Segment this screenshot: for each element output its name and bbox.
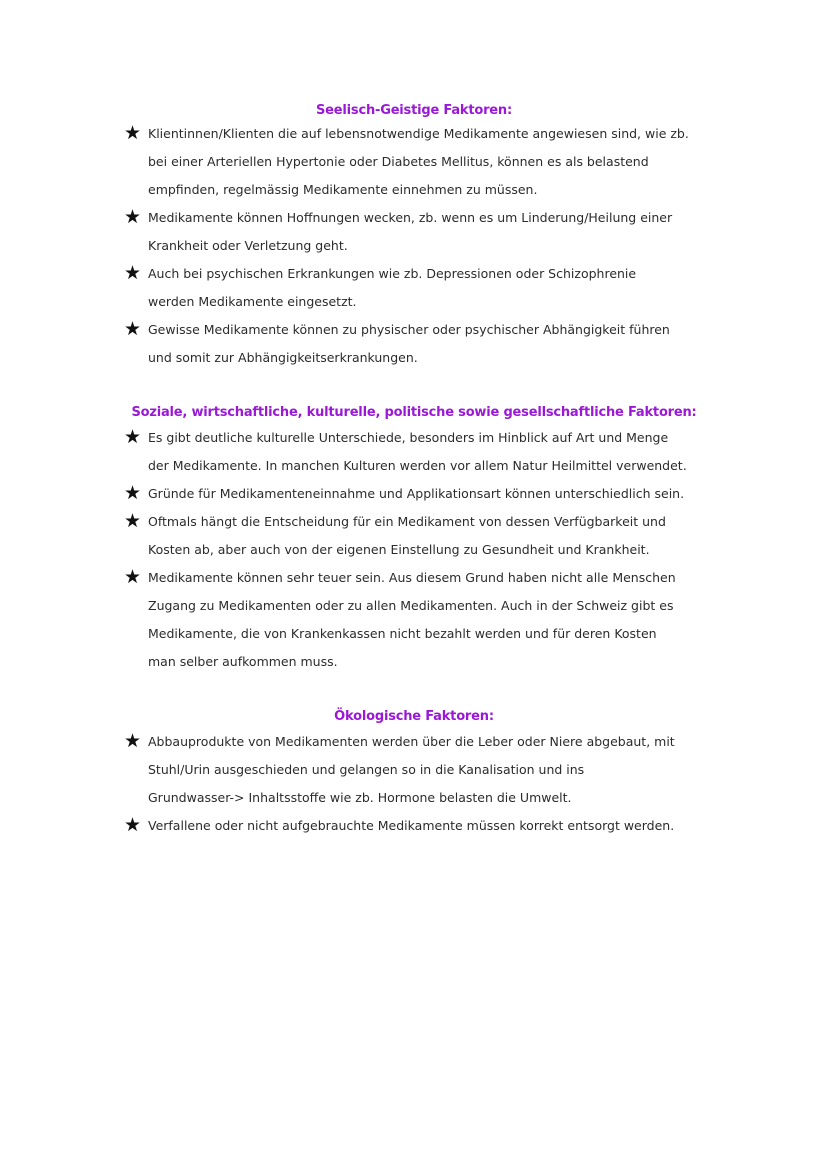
section-heading: Seelisch-Geistige Faktoren: — [316, 103, 512, 118]
section-heading: Soziale, wirtschaftliche, kulturelle, politische sowie gesellschaftliche Faktoren: — [131, 405, 697, 420]
item-text-line: Abbauprodukte von Medikamenten werden über die Leber oder Niere abgebaut, mit — [148, 734, 675, 749]
star-icon: ★ — [124, 426, 142, 448]
star-icon: ★ — [124, 814, 142, 836]
star-icon: ★ — [124, 730, 142, 752]
star-icon: ★ — [124, 206, 142, 228]
item-text-line: Oftmals hängt die Entscheidung für ein Medikament von dessen Verfügbarkeit und — [148, 514, 666, 529]
item-text-line: Gewisse Medikamente können zu physischer oder psychischer Abhängigkeit führen — [148, 322, 670, 337]
item-text-line: Auch bei psychischen Erkrankungen wie zb. Depressionen oder Schizophrenie — [148, 266, 637, 281]
star-icon: ★ — [124, 122, 142, 144]
item-text-line: Krankheit oder Verletzung geht. — [148, 238, 348, 253]
star-icon: ★ — [124, 482, 142, 504]
item-text-line: man selber aufkommen muss. — [148, 654, 338, 669]
star-icon: ★ — [124, 566, 142, 588]
item-text-line: empfinden, regelmässig Medikamente einnehmen zu müssen. — [148, 182, 538, 197]
star-icon: ★ — [124, 262, 142, 284]
item-text-line: werden Medikamente eingesetzt. — [148, 294, 357, 309]
star-icon: ★ — [124, 510, 142, 532]
item-text-line: bei einer Arteriellen Hypertonie oder Diabetes Mellitus, können es als belastend — [148, 154, 649, 169]
item-text-line: und somit zur Abhängigkeitserkrankungen. — [148, 350, 418, 365]
item-text-line: Medikamente, die von Krankenkassen nicht bezahlt werden und für deren Kosten — [148, 626, 657, 641]
item-text-line: Medikamente können Hoffnungen wecken, zb. wenn es um Linderung/Heilung einer — [148, 210, 673, 225]
item-text-line: Es gibt deutliche kulturelle Unterschiede, besonders im Hinblick auf Art und Menge — [148, 430, 669, 445]
item-text-line: Gründe für Medikamenteneinnahme und Applikationsart können unterschiedlich sein. — [148, 486, 685, 501]
item-text-line: Medikamente können sehr teuer sein. Aus diesem Grund haben nicht alle Menschen — [148, 570, 676, 585]
item-text-line: Kosten ab, aber auch von der eigenen Einstellung zu Gesundheit und Krankheit. — [148, 542, 650, 557]
section-heading: Ökologische Faktoren: — [334, 709, 494, 724]
item-text-line: der Medikamente. In manchen Kulturen werden vor allem Natur Heilmittel verwendet. — [148, 458, 687, 473]
item-text-line: Zugang zu Medikamenten oder zu allen Medikamenten. Auch in der Schweiz gibt es — [148, 598, 674, 613]
item-text-line: Grundwasser-> Inhaltsstoffe wie zb. Hormone belasten die Umwelt. — [148, 790, 572, 805]
item-text-line: Verfallene oder nicht aufgebrauchte Medikamente müssen korrekt entsorgt werden. — [148, 818, 675, 833]
item-text-line: Stuhl/Urin ausgeschieden und gelangen so in die Kanalisation und ins — [148, 762, 585, 777]
star-icon: ★ — [124, 318, 142, 340]
item-text-line: Klientinnen/Klienten die auf lebensnotwendige Medikamente angewiesen sind, wie zb. — [148, 126, 689, 141]
